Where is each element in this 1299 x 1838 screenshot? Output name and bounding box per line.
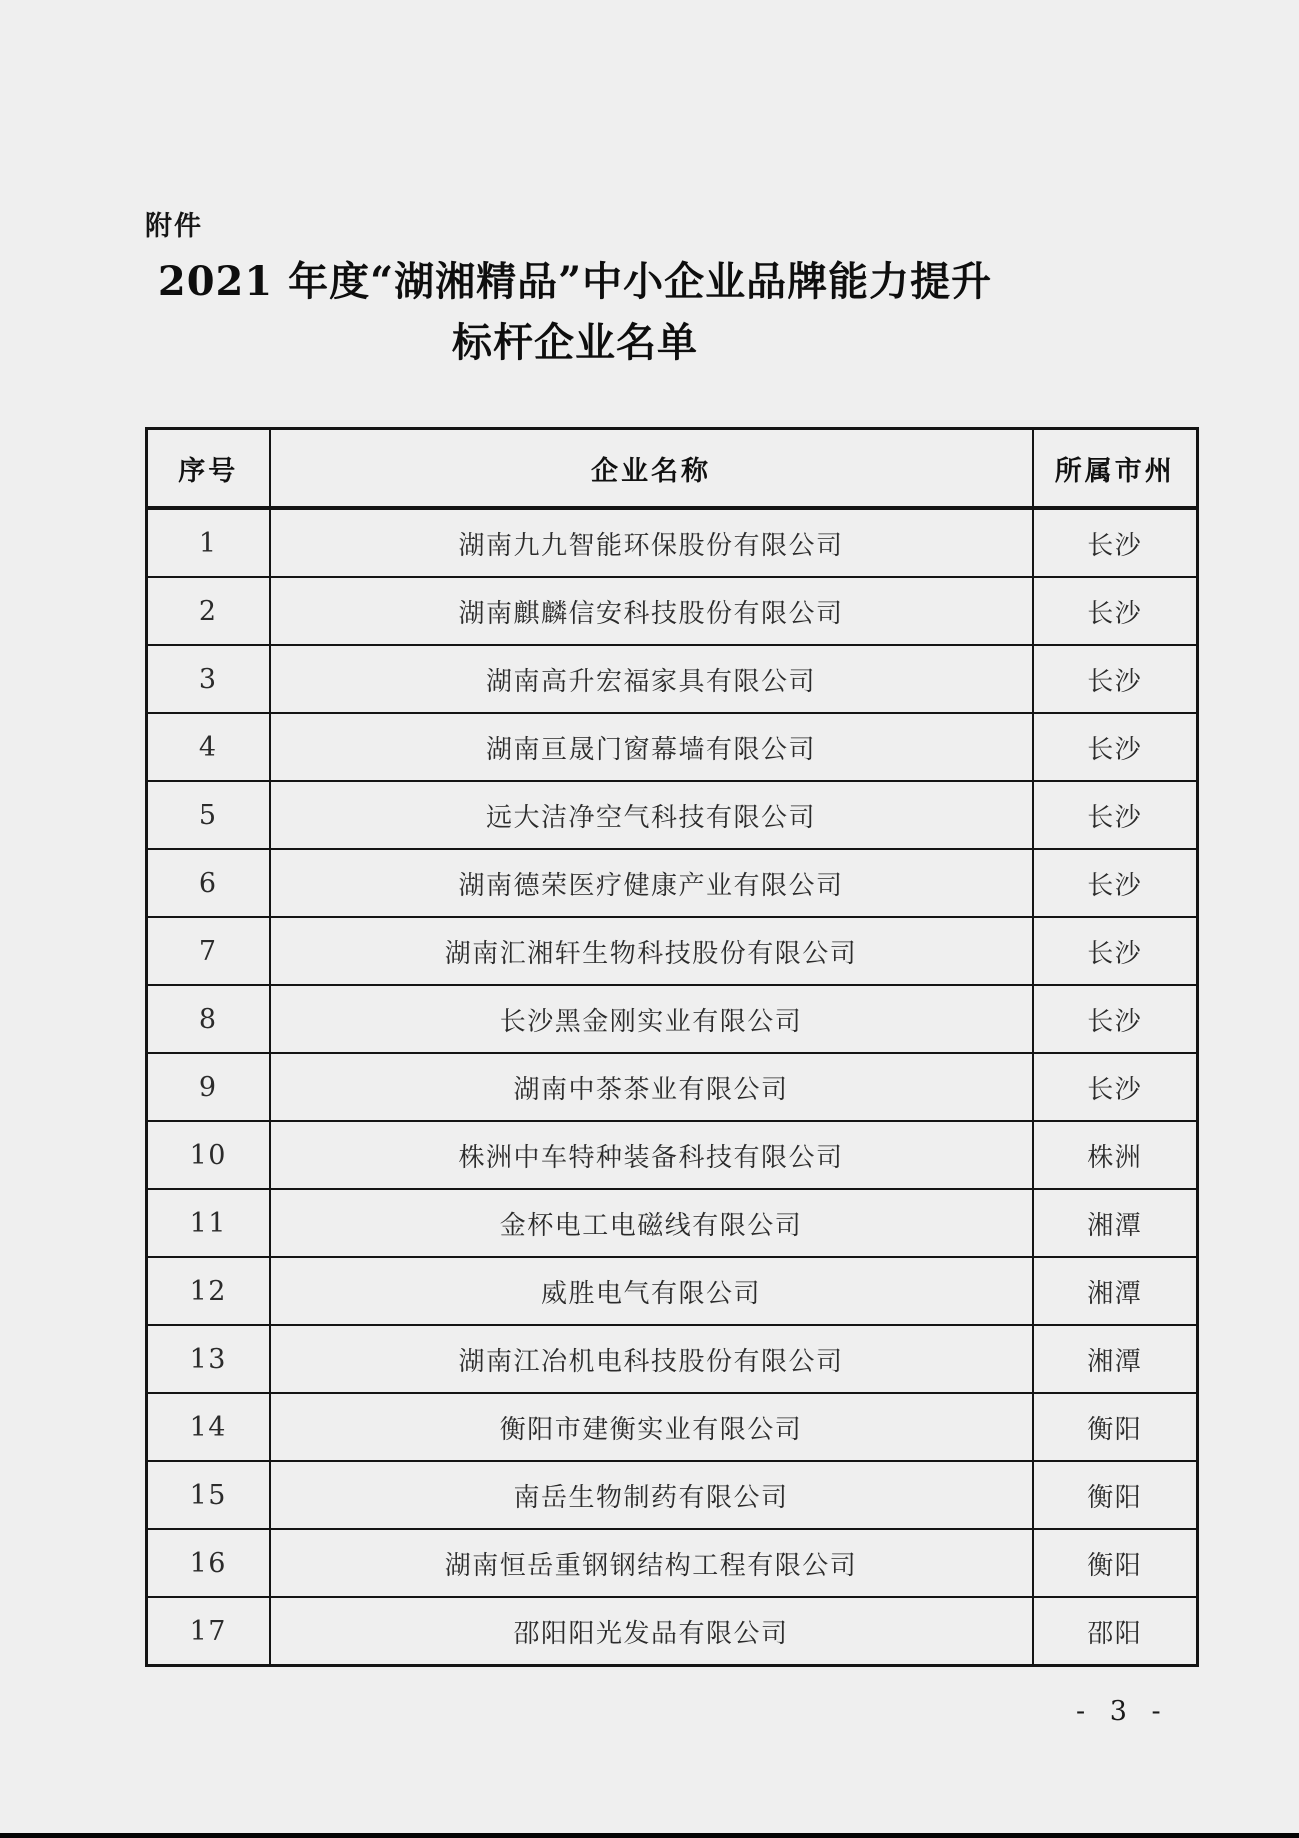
cell-city: 长沙 [1033,713,1198,781]
table-row [147,1597,1198,1666]
cell-no: 3 [147,645,270,713]
cell-company: 湖南九九智能环保股份有限公司 [270,508,1033,577]
table-row [147,917,1198,985]
cell-company: 威胜电气有限公司 [270,1257,1033,1325]
header-row [147,429,1198,509]
page-number: - 3 - [1076,1696,1169,1727]
cell-company: 株洲中车特种装备科技有限公司 [270,1121,1033,1189]
cell-company: 湖南麒麟信安科技股份有限公司 [270,577,1033,645]
document-title-line1: 2021 年度“湖湘精品”中小企业品牌能力提升 [157,258,993,305]
cell-no: 1 [147,508,270,577]
table-row [147,985,1198,1053]
cell-company: 湖南汇湘轩生物科技股份有限公司 [270,917,1033,985]
table-row [147,1461,1198,1529]
cell-no: 7 [147,917,270,985]
cell-company: 湖南恒岳重钢钢结构工程有限公司 [270,1529,1033,1597]
cell-no: 5 [147,781,270,849]
table-row [147,1257,1198,1325]
cell-no: 12 [147,1257,270,1325]
cell-city: 长沙 [1033,849,1198,917]
table-row [147,1325,1198,1393]
table-row [147,849,1198,917]
table-row [147,1121,1198,1189]
attachment-label: 附件 [145,211,203,242]
cell-company: 邵阳阳光发品有限公司 [270,1597,1033,1666]
cell-company: 湖南亘晟门窗幕墙有限公司 [270,713,1033,781]
table-row [147,781,1198,849]
cell-city: 湘潭 [1033,1257,1198,1325]
cell-city: 邵阳 [1033,1597,1198,1666]
cell-city: 长沙 [1033,645,1198,713]
cell-company: 金杯电工电磁线有限公司 [270,1189,1033,1257]
cell-no: 17 [147,1597,270,1666]
cell-company: 南岳生物制药有限公司 [270,1461,1033,1529]
cell-company: 湖南中茶茶业有限公司 [270,1053,1033,1121]
table-row [147,577,1198,645]
cell-city: 衡阳 [1033,1529,1198,1597]
header-cell-city: 所属市州 [1033,429,1198,509]
cell-company: 长沙黑金刚实业有限公司 [270,985,1033,1053]
table-row [147,508,1198,577]
cell-company: 湖南高升宏福家具有限公司 [270,645,1033,713]
cell-no: 2 [147,577,270,645]
cell-no: 10 [147,1121,270,1189]
cell-city: 长沙 [1033,917,1198,985]
table-row [147,1529,1198,1597]
table-row [147,1053,1198,1121]
cell-city: 湘潭 [1033,1189,1198,1257]
company-table [145,427,1199,1667]
cell-city: 长沙 [1033,1053,1198,1121]
cell-no: 8 [147,985,270,1053]
header-cell-company: 企业名称 [270,429,1033,509]
company-table-body [147,508,1198,1666]
document-title-line2: 标杆企业名单 [452,318,698,366]
cell-no: 13 [147,1325,270,1393]
cell-company: 湖南德荣医疗健康产业有限公司 [270,849,1033,917]
cell-no: 14 [147,1393,270,1461]
cell-no: 9 [147,1053,270,1121]
cell-city: 衡阳 [1033,1393,1198,1461]
cell-no: 4 [147,713,270,781]
document-title [145,252,1005,374]
cell-no: 6 [147,849,270,917]
header-cell-no: 序号 [147,429,270,509]
cell-city: 长沙 [1033,781,1198,849]
cell-company: 湖南江冶机电科技股份有限公司 [270,1325,1033,1393]
cell-no: 11 [147,1189,270,1257]
cell-no: 16 [147,1529,270,1597]
cell-city: 衡阳 [1033,1461,1198,1529]
cell-company: 衡阳市建衡实业有限公司 [270,1393,1033,1461]
company-table-header [147,429,1198,509]
cell-no: 15 [147,1461,270,1529]
cell-city: 长沙 [1033,577,1198,645]
cell-city: 株洲 [1033,1121,1198,1189]
cell-city: 湘潭 [1033,1325,1198,1393]
cell-city: 长沙 [1033,985,1198,1053]
table-row [147,1189,1198,1257]
table-row [147,645,1198,713]
table-row [147,713,1198,781]
cell-company: 远大洁净空气科技有限公司 [270,781,1033,849]
cell-city: 长沙 [1033,508,1198,577]
table-row [147,1393,1198,1461]
scan-edge-bar [0,1833,1299,1838]
